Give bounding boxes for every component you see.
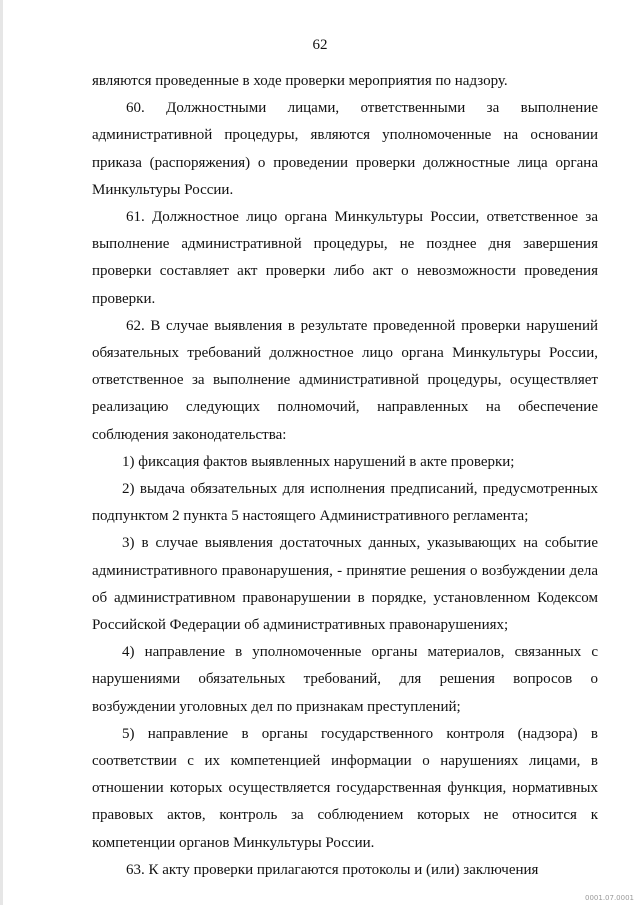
list-item-2: 2) выдача обязательных для исполнения предписаний, предусмотренных подпунктом 2 пункта 5 настоящего Административного регламента; [92,481,598,525]
scan-corner-mark: 0001.07.0001 [585,894,634,902]
list-item-4: 4) направление в уполномоченные органы материалов, связанных с нарушениями обязательных требований, для решения вопросов о возбуждении уголовных дел по признакам преступлений; [92,644,598,715]
paragraph-61: 61. Должностное лицо органа Минкультуры России, ответственное за выполнение административной процедуры, не позднее дня завершения проверки составляет акт проверки либо акт о невозможности проведения проверки. [92,209,598,307]
list-item-1: 1) фиксация фактов выявленных нарушений в акте проверки; [122,453,515,470]
list-item-3: 3) в случае выявления достаточных данных, указывающих на событие административного правонарушения, - принятие решения о возбуждении дела об административном правонарушении в порядке, установленном Кодексом Российской Федерации об административных правонарушениях; [92,535,598,634]
paragraph-62: 62. В случае выявления в результате проведенной проверки нарушений обязательных требований должностное лицо органа Минкультуры России, ответственное за выполнение административной процедуры, осуществляет реализацию следующих полномочий, направленных на обеспечение соблюдения законодательства: [92,317,598,443]
paragraph-continuation: являются проведенные в ходе проверки мероприятия по надзору. [92,73,508,89]
scan-left-edge [0,0,3,905]
document-body [92,68,598,884]
paragraph-60: 60. Должностными лицами, ответственными за выполнение административной процедуры, являются уполномоченные на основании приказа (распоряжения) о проведении проверки должностные лица органа Минкультуры России. [92,100,598,198]
list-item-5: 5) направление в органы государственного контроля (надзора) в соответствии с их компетенцией информации о нарушениях лицами, в отношении которых осуществляется государственная функция, нормативных правовых актов, контроль за соблюдением которых не относится к компетенции органов Минкультуры России. [92,725,598,851]
page-number: 62 [312,37,328,53]
paragraph-63: 63. К акту проверки прилагаются протоколы и (или) заключения [126,861,539,878]
